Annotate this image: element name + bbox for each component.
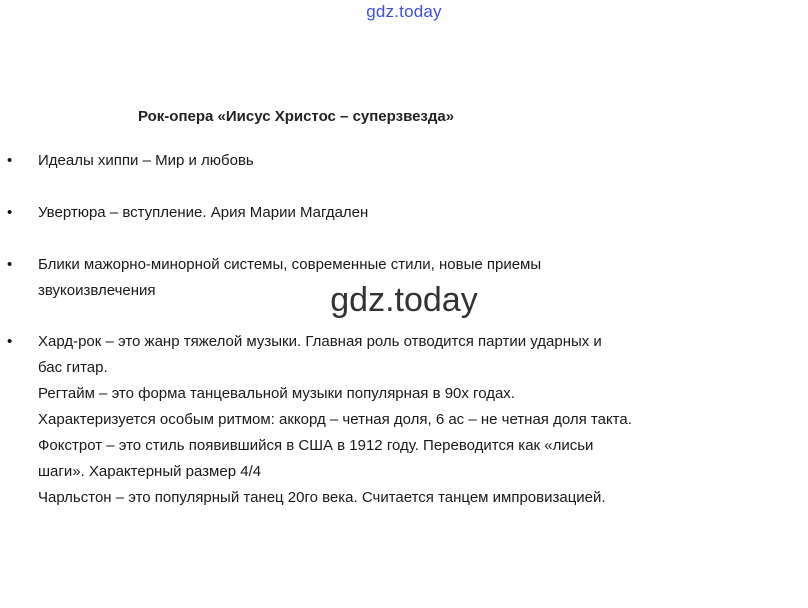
list-item-text: Чарльстон – это популярный танец 20го века. Считается танцем импровизацией. [38,489,606,506]
document-title: Рок-опера «Иисус Христос – суперзвезда» [138,108,455,125]
list-item-text: Идеалы хиппи – Мир и любовь [38,152,254,169]
bullet-marker: • [7,333,13,350]
list-item-text: шаги». Характерный размер 4/4 [38,463,262,480]
bullet-marker: • [7,152,13,169]
list-item-text: Блики мажорно-минорной системы, современные стили, новые приемы [38,256,542,273]
list-item-text: Фокстрот – это стиль появившийся в США в 1912 году. Переводится как «лисьи [38,437,594,454]
bullet-marker: • [7,256,13,273]
list-item-text: Регтайм – это форма танцевальной музыки популярная в 90х годах. [38,385,515,402]
list-item-text: бас гитар. [38,359,108,376]
list-item-text: Увертюра – вступление. Ария Марии Магдален [38,204,369,221]
watermark-center [0,281,808,320]
watermark-top: gdz.today [366,2,442,21]
watermark-center-text: gdz.today [324,281,483,319]
bullet-marker: • [7,204,13,221]
list-item-text: Хард-рок – это жанр тяжелой музыки. Главная роль отводится партии ударных и [38,333,602,350]
list-item-text: Характеризуется особым ритмом: аккорд – четная доля, 6 ас – не четная доля такта. [38,411,632,428]
list-item-text: звукоизвлечения [38,282,156,299]
